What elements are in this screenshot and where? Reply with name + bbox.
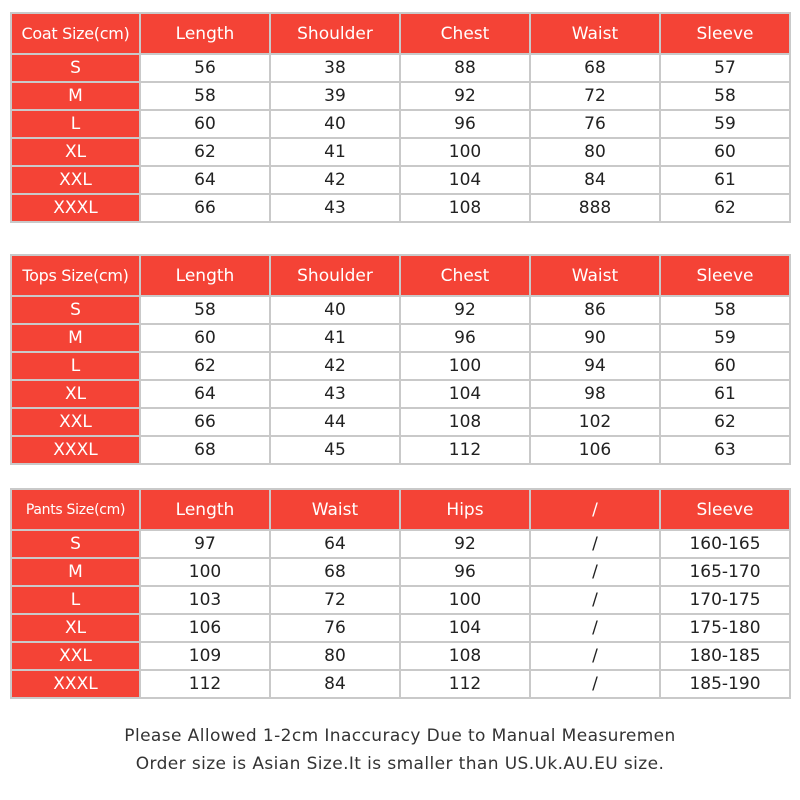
length-cell: 97 xyxy=(140,530,270,558)
inaccuracy-note: Please Allowed 1-2cm Inaccuracy Due to Manual Measuremen xyxy=(124,726,676,746)
hips-cell: 96 xyxy=(400,558,530,586)
sleeve-cell: 170-175 xyxy=(660,586,790,614)
waist-cell: 72 xyxy=(270,586,400,614)
hips-cell: 92 xyxy=(400,530,530,558)
table-row xyxy=(11,194,790,222)
asian-size-note: Order size is Asian Size.It is smaller than US.Uk.AU.EU size. xyxy=(135,754,665,774)
slash-cell: / xyxy=(530,586,660,614)
table-row xyxy=(11,614,790,642)
slash-cell: / xyxy=(530,642,660,670)
length-cell: 66 xyxy=(140,408,270,436)
coat-waist-header: Waist xyxy=(530,13,660,54)
length-cell: 60 xyxy=(140,110,270,138)
shoulder-cell: 40 xyxy=(270,296,400,324)
shoulder-cell: 41 xyxy=(270,324,400,352)
sleeve-cell: 59 xyxy=(660,324,790,352)
waist-cell: 90 xyxy=(530,324,660,352)
waist-cell: 84 xyxy=(270,670,400,698)
coat-size-table xyxy=(10,12,791,223)
size-label: XXXL xyxy=(11,436,140,464)
waist-cell: 80 xyxy=(270,642,400,670)
waist-cell: 98 xyxy=(530,380,660,408)
length-cell: 60 xyxy=(140,324,270,352)
length-cell: 66 xyxy=(140,194,270,222)
slash-cell: / xyxy=(530,670,660,698)
length-cell: 62 xyxy=(140,138,270,166)
chest-cell: 88 xyxy=(400,54,530,82)
sleeve-cell: 63 xyxy=(660,436,790,464)
pants-size-header: Pants Size(cm) xyxy=(11,489,140,530)
sleeve-cell: 58 xyxy=(660,296,790,324)
size-label: XXL xyxy=(11,408,140,436)
chest-cell: 96 xyxy=(400,324,530,352)
waist-cell: 68 xyxy=(530,54,660,82)
chest-cell: 108 xyxy=(400,194,530,222)
size-label: XL xyxy=(11,614,140,642)
table-row xyxy=(11,586,790,614)
sleeve-cell: 165-170 xyxy=(660,558,790,586)
length-cell: 62 xyxy=(140,352,270,380)
size-label: S xyxy=(11,530,140,558)
sleeve-cell: 58 xyxy=(660,82,790,110)
table-row xyxy=(11,530,790,558)
sleeve-cell: 59 xyxy=(660,110,790,138)
coat-size-header: Coat Size(cm) xyxy=(11,13,140,54)
size-label: XL xyxy=(11,138,140,166)
waist-cell: 86 xyxy=(530,296,660,324)
table-row xyxy=(11,670,790,698)
coat-chest-header: Chest xyxy=(400,13,530,54)
hips-cell: 108 xyxy=(400,642,530,670)
shoulder-cell: 41 xyxy=(270,138,400,166)
size-label: M xyxy=(11,558,140,586)
table-row xyxy=(11,436,790,464)
sleeve-cell: 160-165 xyxy=(660,530,790,558)
table-row xyxy=(11,642,790,670)
pants-size-table xyxy=(10,488,791,699)
size-label: M xyxy=(11,324,140,352)
waist-cell: 888 xyxy=(530,194,660,222)
waist-cell: 80 xyxy=(530,138,660,166)
waist-cell: 68 xyxy=(270,558,400,586)
chest-cell: 100 xyxy=(400,352,530,380)
waist-cell: 84 xyxy=(530,166,660,194)
tops-size-header: Tops Size(cm) xyxy=(11,255,140,296)
shoulder-cell: 40 xyxy=(270,110,400,138)
pants-length-header: Length xyxy=(140,489,270,530)
chest-cell: 104 xyxy=(400,380,530,408)
tops-header-row xyxy=(11,255,790,296)
coat-shoulder-header: Shoulder xyxy=(270,13,400,54)
chest-cell: 92 xyxy=(400,296,530,324)
shoulder-cell: 38 xyxy=(270,54,400,82)
slash-cell: / xyxy=(530,614,660,642)
hips-cell: 104 xyxy=(400,614,530,642)
sleeve-cell: 61 xyxy=(660,166,790,194)
shoulder-cell: 44 xyxy=(270,408,400,436)
waist-cell: 76 xyxy=(270,614,400,642)
size-label: L xyxy=(11,110,140,138)
chest-cell: 96 xyxy=(400,110,530,138)
size-label: S xyxy=(11,54,140,82)
shoulder-cell: 42 xyxy=(270,166,400,194)
shoulder-cell: 39 xyxy=(270,82,400,110)
coat-header-row xyxy=(11,13,790,54)
length-cell: 100 xyxy=(140,558,270,586)
shoulder-cell: 43 xyxy=(270,380,400,408)
table-row xyxy=(11,558,790,586)
hips-cell: 100 xyxy=(400,586,530,614)
tops-sleeve-header: Sleeve xyxy=(660,255,790,296)
table-row xyxy=(11,296,790,324)
shoulder-cell: 42 xyxy=(270,352,400,380)
length-cell: 103 xyxy=(140,586,270,614)
size-label: M xyxy=(11,82,140,110)
table-row xyxy=(11,408,790,436)
slash-cell: / xyxy=(530,558,660,586)
table-row xyxy=(11,380,790,408)
coat-sleeve-header: Sleeve xyxy=(660,13,790,54)
pants-hips-header: Hips xyxy=(400,489,530,530)
waist-cell: 76 xyxy=(530,110,660,138)
sleeve-cell: 185-190 xyxy=(660,670,790,698)
sleeve-cell: 60 xyxy=(660,352,790,380)
length-cell: 68 xyxy=(140,436,270,464)
tops-size-table xyxy=(10,254,791,465)
chest-cell: 104 xyxy=(400,166,530,194)
table-row xyxy=(11,138,790,166)
shoulder-cell: 45 xyxy=(270,436,400,464)
tops-shoulder-header: Shoulder xyxy=(270,255,400,296)
sleeve-cell: 62 xyxy=(660,194,790,222)
pants-waist-header: Waist xyxy=(270,489,400,530)
length-cell: 109 xyxy=(140,642,270,670)
pants-slash-header: / xyxy=(530,489,660,530)
table-row xyxy=(11,82,790,110)
chest-cell: 112 xyxy=(400,436,530,464)
sleeve-cell: 61 xyxy=(660,380,790,408)
coat-length-header: Length xyxy=(140,13,270,54)
chest-cell: 108 xyxy=(400,408,530,436)
slash-cell: / xyxy=(530,530,660,558)
table-row xyxy=(11,324,790,352)
length-cell: 58 xyxy=(140,82,270,110)
waist-cell: 106 xyxy=(530,436,660,464)
table-row xyxy=(11,352,790,380)
chest-cell: 100 xyxy=(400,138,530,166)
size-label: XXXL xyxy=(11,194,140,222)
tops-waist-header: Waist xyxy=(530,255,660,296)
sleeve-cell: 60 xyxy=(660,138,790,166)
size-label: XXL xyxy=(11,166,140,194)
pants-header-row xyxy=(11,489,790,530)
size-label: XL xyxy=(11,380,140,408)
table-row xyxy=(11,166,790,194)
length-cell: 56 xyxy=(140,54,270,82)
length-cell: 64 xyxy=(140,380,270,408)
size-label: S xyxy=(11,296,140,324)
tops-chest-header: Chest xyxy=(400,255,530,296)
length-cell: 64 xyxy=(140,166,270,194)
length-cell: 58 xyxy=(140,296,270,324)
length-cell: 106 xyxy=(140,614,270,642)
table-row xyxy=(11,54,790,82)
size-label: L xyxy=(11,586,140,614)
pants-sleeve-header: Sleeve xyxy=(660,489,790,530)
length-cell: 112 xyxy=(140,670,270,698)
tops-length-header: Length xyxy=(140,255,270,296)
waist-cell: 72 xyxy=(530,82,660,110)
size-label: XXXL xyxy=(11,670,140,698)
sleeve-cell: 175-180 xyxy=(660,614,790,642)
waist-cell: 64 xyxy=(270,530,400,558)
sleeve-cell: 57 xyxy=(660,54,790,82)
table-row xyxy=(11,110,790,138)
waist-cell: 94 xyxy=(530,352,660,380)
chest-cell: 92 xyxy=(400,82,530,110)
size-label: XXL xyxy=(11,642,140,670)
shoulder-cell: 43 xyxy=(270,194,400,222)
sleeve-cell: 180-185 xyxy=(660,642,790,670)
sleeve-cell: 62 xyxy=(660,408,790,436)
size-label: L xyxy=(11,352,140,380)
hips-cell: 112 xyxy=(400,670,530,698)
waist-cell: 102 xyxy=(530,408,660,436)
